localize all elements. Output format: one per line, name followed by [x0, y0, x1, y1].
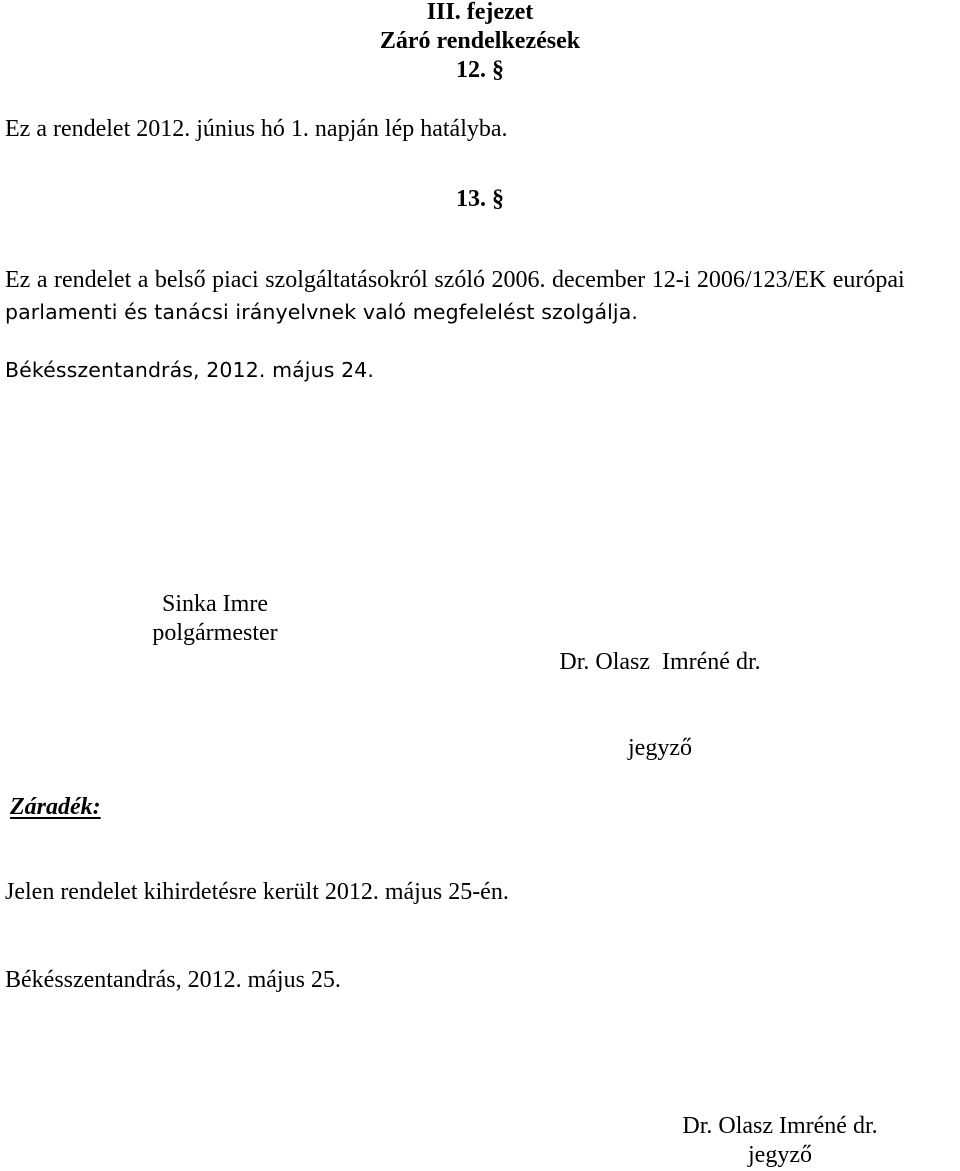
chapter-title: Záró rendelkezések	[379, 27, 581, 54]
section-13-text-line1: Ez a rendelet a belső piaci szolgáltatásokról szóló 2006. december 12-i 2006/123/EK európai	[5, 267, 905, 293]
signature-left-title: polgármester	[152, 619, 278, 646]
section-12-number: 12. §	[456, 56, 504, 83]
chapter-heading	[250, 0, 710, 84]
closing-announcement: Jelen rendelet kihirdetésre került 2012. május 25-én.	[5, 879, 509, 905]
signature-right-title: jegyző	[628, 734, 692, 761]
closing-signer-name: Dr. Olasz Imréné dr.	[682, 1113, 878, 1139]
closing-title: Záradék:	[10, 794, 101, 820]
closing-signature	[665, 1112, 895, 1170]
closing-signer-title: jegyző	[748, 1141, 812, 1168]
signature-right	[535, 590, 785, 820]
signature-left-name: Sinka Imre	[162, 591, 268, 617]
place-date: Békésszentandrás, 2012. május 24.	[5, 358, 374, 382]
closing-place-date: Békésszentandrás, 2012. május 25.	[5, 967, 341, 993]
signature-left	[115, 590, 315, 648]
chapter-number: III. fejezet	[426, 0, 534, 25]
section-13-text-line2: parlamenti és tanácsi irányelvnek való megfelelést szolgálja.	[5, 300, 639, 324]
signature-right-name: Dr. Olasz Imréné dr.	[559, 648, 761, 675]
section-12-text: Ez a rendelet 2012. június hó 1. napján lép hatályba.	[5, 116, 508, 142]
section-13-number: 13. §	[456, 186, 504, 212]
